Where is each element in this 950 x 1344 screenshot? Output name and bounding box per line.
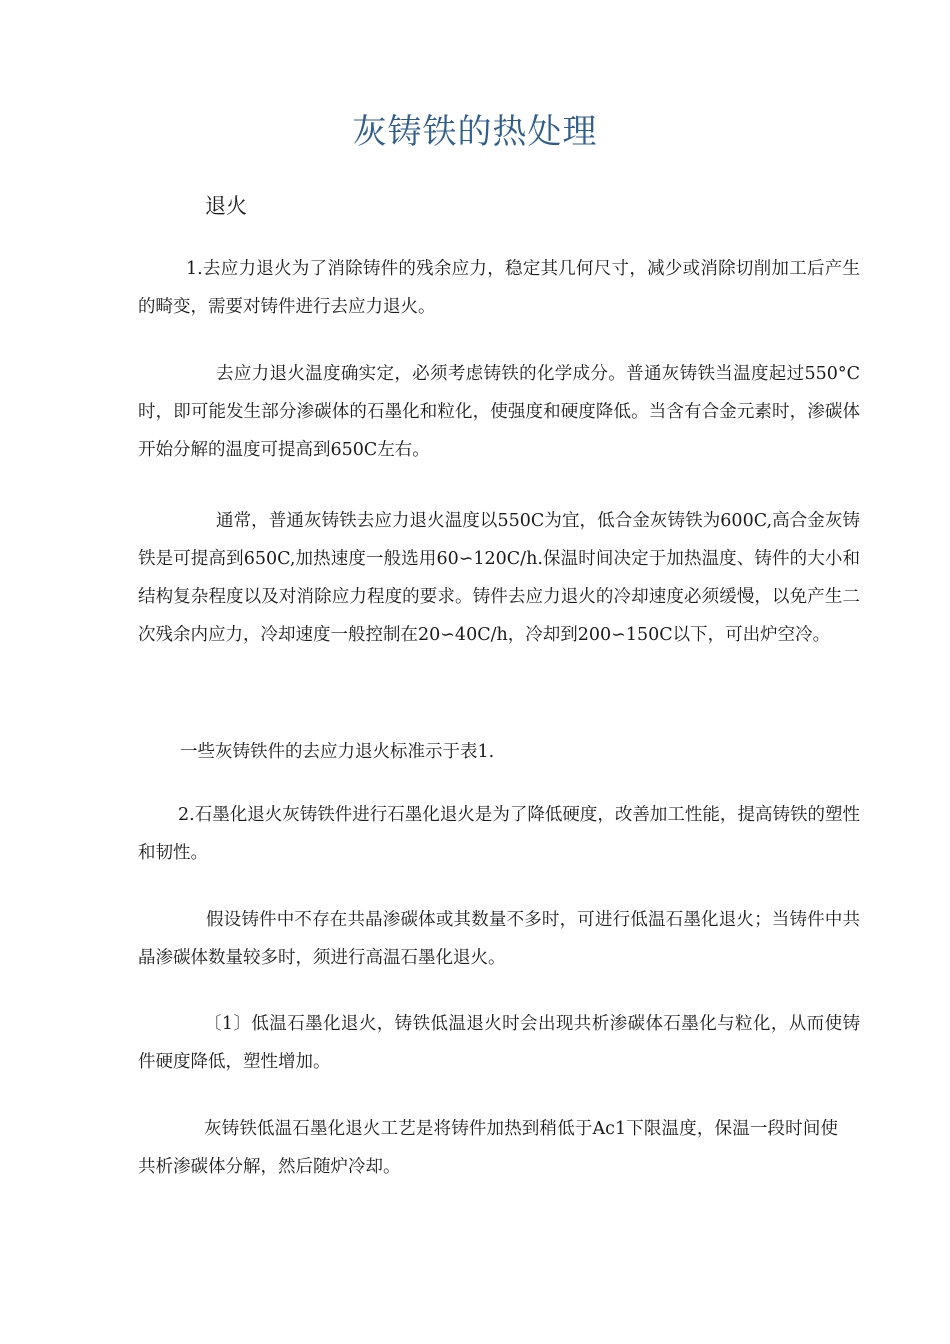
paragraph-table-reference: 一些灰铸铁件的去应力退火标准示于表1. (180, 742, 495, 762)
paragraph-stress-relief-intro: 1.去应力退火为了消除铸件的残余应力，稳定其几何尺寸，减少或消除切削加工后产生的畸变，需要对铸件进行去应力退火。 (138, 259, 860, 317)
page-title: 灰铸铁的热处理 (352, 112, 598, 152)
paragraph-stress-relief-temperature: 去应力退火温度确实定，必须考虑铸铁的化学成分。普通灰铸铁当温度起过550°C时，即可能发生部分渗碳体的石墨化和粒化，使强度和硬度降低。当含有合金元素时，渗碳体开始分解的温度可提高到650C左右。 (138, 364, 860, 460)
section-heading: 退火 (205, 194, 247, 218)
paragraph-low-temp-graphitization: 〔1〕低温石墨化退火，铸铁低温退火时会出现共析渗碳体石墨化与粒化，从而使铸件硬度降低，塑性增加。 (138, 1014, 860, 1072)
paragraph-graphitization-intro: 2.石墨化退火灰铸铁件进行石墨化退火是为了降低硬度，改善加工性能，提高铸铁的塑性和韧性。 (138, 805, 860, 863)
paragraph-low-temp-process: 灰铸铁低温石墨化退火工艺是将铸件加热到稍低于Ac1下限温度，保温一段时间使共析渗碳体分解，然后随炉冷却。 (138, 1119, 838, 1177)
paragraph-stress-relief-process: 通常，普通灰铸铁去应力退火温度以550C为宜，低合金灰铸铁为600C,高合金灰铸铁是可提高到650C,加热速度一般选用60∽120C/h.保温时间决定于加热温度、铸件的大小和结构复杂程度以及对消除应力程度的要求。铸件去应力退火的冷却速度必须缓慢，以免产生二次残余内应力，冷却速度一般控制在20∽40C/h，冷却到200∽150C以下，可出炉空冷。 (138, 511, 860, 645)
paragraph-graphitization-choice: 假设铸件中不存在共晶渗碳体或其数量不多时，可进行低温石墨化退火；当铸件中共晶渗碳体数量较多时，须进行高温石墨化退火。 (138, 910, 860, 968)
